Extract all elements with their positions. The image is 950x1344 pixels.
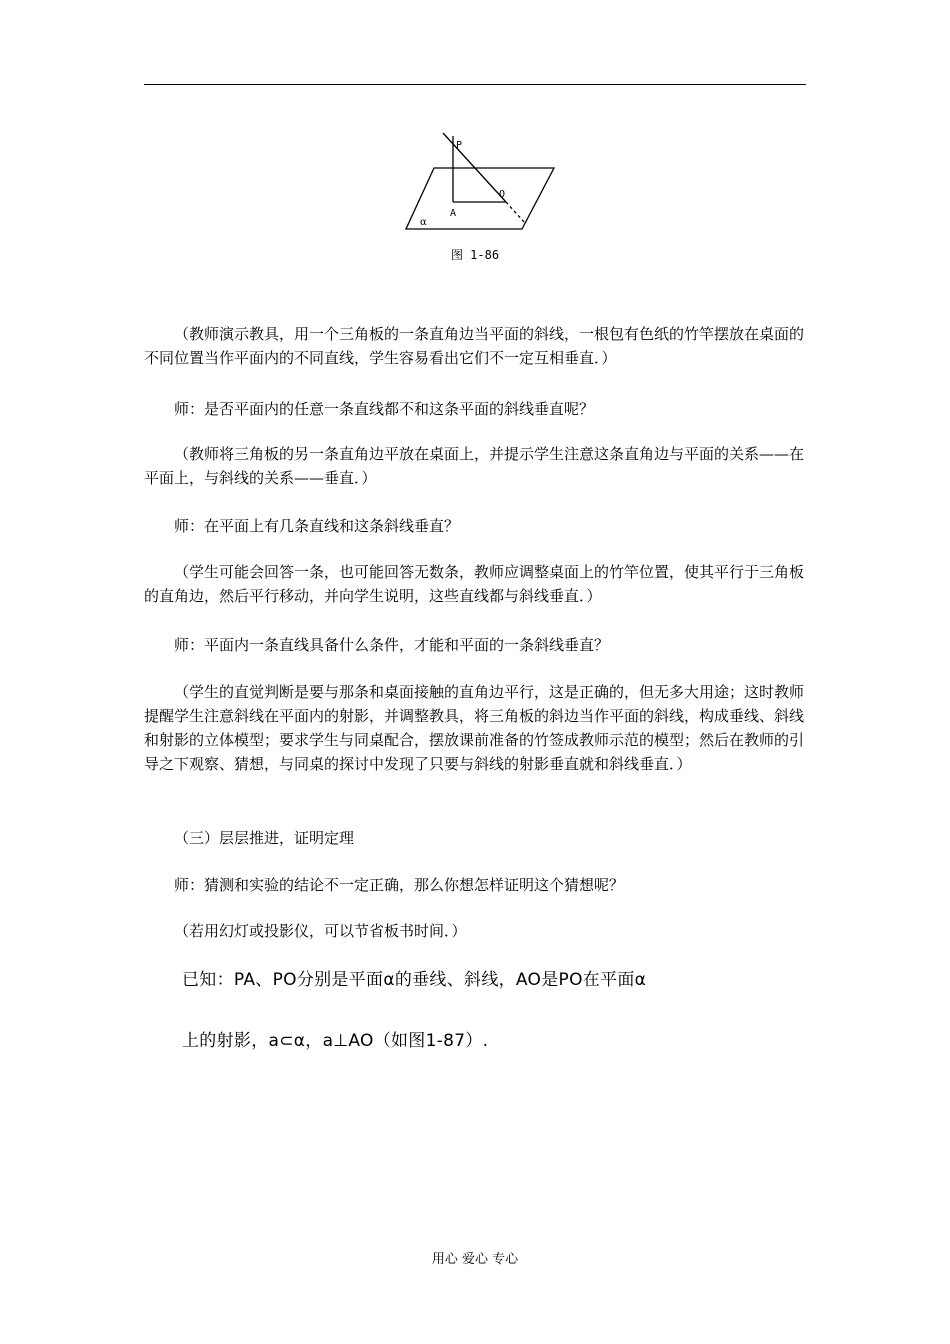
plane-alpha: [406, 168, 554, 229]
label-a: A: [450, 208, 457, 219]
paragraph-question-3: 师：平面内一条直线具备什么条件，才能和平面的一条斜线垂直？: [174, 636, 610, 654]
paragraph-question-4: 师：猜测和实验的结论不一定正确，那么你想怎样证明这个猜想呢？: [174, 876, 625, 894]
paragraph-question-2: 师：在平面上有几条直线和这条斜线垂直？: [174, 517, 460, 535]
section-heading: （三）层层推进，证明定理: [174, 829, 355, 847]
oblique-hidden: [506, 202, 524, 222]
paragraph-observation: （学生的直觉判断是要与那条和桌面接触的直角边平行，这是正确的，但无多大用途；这时教师提醒学生注意斜线在平面内的射影，并调整教具，将三角板的斜边当作平面的斜线，构成垂线、斜线和射影的立体模型；要求学生与同桌配合，摆放课前准备的竹签成教师示范的模型；然后在教师的引导之下观察、猜想，与同桌的探讨中发现了只要与斜线的射影垂直就和斜线垂直．）: [144, 683, 805, 773]
oblique-line-diagram: [398, 130, 558, 240]
given-line-1: 已知：PA、PO分别是平面α的垂线、斜线，AO是PO在平面α: [182, 970, 647, 990]
given-line-2: 上的射影，a⊂α，a⊥AO（如图1-87）.: [182, 1031, 489, 1051]
paragraph-answer: （学生可能会回答一条，也可能回答无数条，教师应调整桌面上的竹竿位置，使其平行于三角板的直角边，然后平行移动，并向学生说明，这些直线都与斜线垂直．）: [144, 563, 805, 605]
page-footer: 用心 爱心 专心: [431, 1252, 519, 1267]
label-alpha: α: [420, 217, 427, 228]
label-o: O: [499, 189, 506, 200]
paragraph-question-1: 师：是否平面内的任意一条直线都不和这条平面的斜线垂直呢？: [174, 400, 595, 418]
paragraph-demo: （教师演示教具，用一个三角板的一条直角边当平面的斜线，一根包有色纸的竹竿摆放在桌面的不同位置当作平面内的不同直线，学生容易看出它们不一定互相垂直．）: [144, 325, 805, 367]
figure-1-86: [398, 130, 558, 240]
paragraph-note: （若用幻灯或投影仪，可以节省板书时间．）: [174, 922, 467, 940]
label-p: P: [456, 140, 463, 151]
header-rule: [144, 84, 806, 85]
paragraph-demo-2: （教师将三角板的另一条直角边平放在桌面上，并提示学生注意这条直角边与平面的关系——在平面上，与斜线的关系——垂直．）: [144, 445, 805, 487]
figure-caption: 图 1-86: [450, 248, 500, 262]
